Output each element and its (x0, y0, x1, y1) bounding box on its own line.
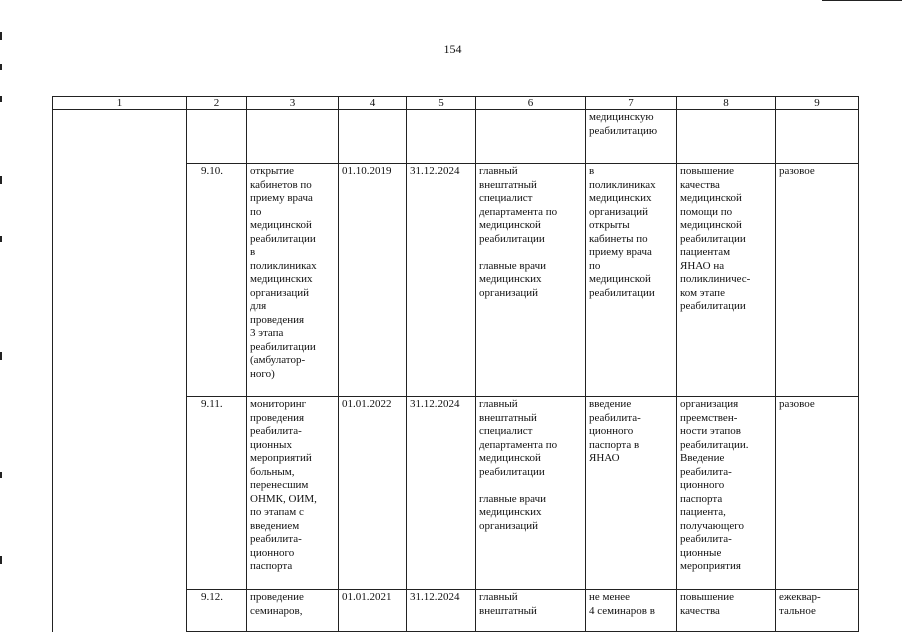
column-header-5: 5 (407, 97, 476, 110)
scan-edge-mark (0, 556, 2, 564)
cell-frequency (776, 590, 859, 632)
cell-num (187, 590, 247, 632)
cell-num (187, 110, 247, 164)
cell-indicator (586, 590, 677, 632)
table-row (53, 590, 859, 632)
continuation-row (53, 110, 859, 164)
cell-result (677, 110, 776, 164)
cell-start (339, 397, 407, 590)
row-number: 9.10. (201, 165, 223, 177)
column-header-9: 9 (776, 97, 859, 110)
column-header-6: 6 (476, 97, 586, 110)
start-date: 01.01.2022 (342, 398, 392, 410)
group-cell (53, 590, 187, 632)
cell-start (339, 590, 407, 632)
cell-responsible (476, 164, 586, 397)
start-date: 01.10.2019 (342, 165, 392, 177)
cell-activity (247, 590, 339, 632)
activity-text: мониторинг проведения реабилита- ционных мероприятий больным, перенесшим ОНМК, ОИМ, по этапам с введением реабилита- ционного паспорта (250, 398, 317, 572)
activity-text: проведение семинаров, (250, 591, 304, 617)
cell-activity (247, 164, 339, 397)
page-number: 154 (443, 42, 462, 56)
frequency-text: ежеквар- тальное (779, 591, 821, 617)
scan-edge-mark (0, 32, 2, 40)
cell-responsible (476, 397, 586, 590)
row-number: 9.12. (201, 591, 223, 603)
cell-end (407, 110, 476, 164)
cell-result (677, 397, 776, 590)
cell-end (407, 590, 476, 632)
scan-edge-mark (0, 472, 2, 478)
column-header-1: 1 (53, 97, 187, 110)
scan-edge-mark (0, 96, 2, 102)
row-number: 9.11. (201, 398, 223, 410)
table-row (53, 397, 859, 590)
responsible-text: главный внештатный (479, 591, 537, 617)
cell-result (677, 164, 776, 397)
cell-start (339, 110, 407, 164)
column-header-8: 8 (677, 97, 776, 110)
frequency-text: разовое (779, 398, 815, 410)
result-text: организация преемствен- ности этапов реабилитации. Введение реабилита- ционного паспорта пациента, получающего реабилита- ционные мероприятия (680, 398, 749, 572)
column-header-7: 7 (586, 97, 677, 110)
end-date: 31.12.2024 (410, 398, 460, 410)
scan-edge-mark (0, 352, 2, 360)
header-row (53, 97, 859, 110)
group-cell (53, 397, 187, 590)
cell-activity (247, 397, 339, 590)
cell-responsible (476, 110, 586, 164)
column-header-4: 4 (339, 97, 407, 110)
cell-indicator (586, 397, 677, 590)
scan-edge-mark (0, 176, 2, 184)
indicator-text: введение реабилита- ционного паспорта в ЯНАО (589, 398, 641, 464)
result-text: повышение качества медицинской помощи по медицинской реабилитации пациентам ЯНАО на поликлиничес- ком этапе реабилитации (680, 165, 751, 312)
scan-top-line (822, 0, 902, 1)
frequency-text: разовое (779, 165, 815, 177)
cell-result (677, 590, 776, 632)
column-header-2: 2 (187, 97, 247, 110)
cell-activity (247, 110, 339, 164)
cell-start (339, 164, 407, 397)
responsible-text: главный внештатный специалист департамента по медицинской реабилитации главные врачи медицинских организаций (479, 398, 558, 532)
indicator-text: в поликлиниках медицинских организаций открыты кабинеты по приему врача по медицинской реабилитации (589, 165, 656, 299)
cell-frequency (776, 397, 859, 590)
cell-num (187, 397, 247, 590)
cell-responsible (476, 590, 586, 632)
cell-end (407, 397, 476, 590)
scan-edge-mark (0, 64, 2, 70)
responsible-text: главный внештатный специалист департамента по медицинской реабилитации главные врачи медицинских организаций (479, 165, 558, 299)
end-date: 31.12.2024 (410, 591, 460, 603)
cell-end (407, 164, 476, 397)
start-date: 01.01.2021 (342, 591, 392, 603)
cell-frequency (776, 164, 859, 397)
cell-num (187, 164, 247, 397)
cell-indicator (586, 110, 677, 164)
indicator-text: не менее 4 семинаров в (589, 591, 655, 617)
cell-indicator (586, 164, 677, 397)
table-row (53, 164, 859, 397)
scan-edge-mark (0, 236, 2, 242)
cell-frequency (776, 110, 859, 164)
column-header-3: 3 (247, 97, 339, 110)
measures-table (52, 96, 859, 632)
cell-indicator-text: медицинскую реабилитацию (589, 111, 658, 137)
result-text: повышение качества (680, 591, 734, 617)
end-date: 31.12.2024 (410, 165, 460, 177)
activity-text: открытие кабинетов по приему врача по медицинской реабилитации в поликлиниках медицинских организаций для проведения 3 этапа реабилитации (амбулатор- ного) (250, 165, 317, 380)
group-cell (53, 164, 187, 397)
group-cell (53, 110, 187, 164)
